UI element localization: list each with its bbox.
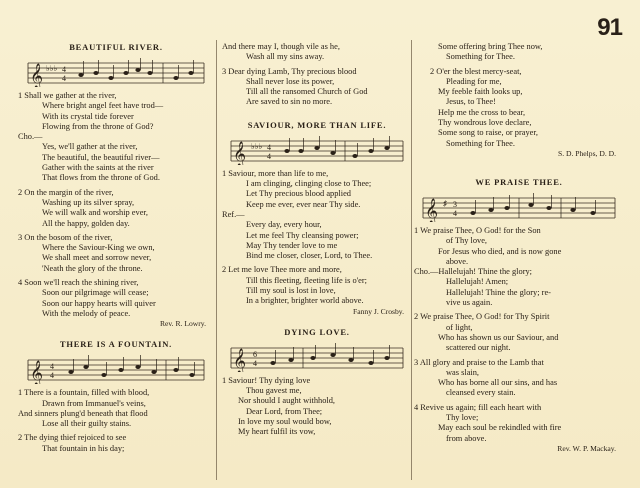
verse-line: of Thy love, <box>446 236 488 246</box>
verse-line: Wash all my sins away. <box>246 52 325 62</box>
chorus-line: That flows from the throne of God. <box>42 173 160 183</box>
column-divider-left <box>216 40 217 480</box>
svg-text:4: 4 <box>453 208 457 218</box>
hymn-title-there-is-a-fountain: THERE IS A FOUNTAIN. <box>59 339 173 350</box>
hymn-author: S. D. Phelps, D. D. <box>557 148 616 158</box>
verse-line: May each soul be rekindled with fire <box>438 423 562 433</box>
svg-text:𝄞: 𝄞 <box>30 360 44 385</box>
chorus-line: Gather with the saints at the river <box>42 163 154 173</box>
verse-line: was slain, <box>446 367 480 377</box>
hymn-title-we-praise-thee: WE PRAISE THEE. <box>475 176 563 187</box>
refrain-line: Let me feel Thy cleansing power; <box>246 230 359 240</box>
verse-line: 4 Soon we'll reach the shining river, <box>18 278 139 288</box>
chorus-line: Cho.—Hallelujah! Thine the glory; <box>414 267 533 277</box>
svg-text:4: 4 <box>267 151 271 161</box>
svg-text:4: 4 <box>50 362 54 372</box>
column-2 <box>222 0 412 437</box>
verse-line: Where bright angel feet have trod— <box>42 101 164 111</box>
hymn-author: Fanny J. Crosby. <box>353 306 404 316</box>
verse-line: 1 Saviour! Thy dying love <box>222 375 311 385</box>
svg-text:♯: ♯ <box>443 198 447 208</box>
refrain-label: Ref.— <box>222 209 245 219</box>
hymn-title-dying-love: DYING LOVE. <box>284 326 350 337</box>
verse-line: Thou gavest me, <box>246 385 302 395</box>
verse-line: Shall never lose its power, <box>246 76 335 86</box>
svg-text:6: 6 <box>253 349 257 359</box>
chorus-line: vive us again. <box>446 298 493 308</box>
chorus-line: Hallelujah! Amen; <box>446 277 509 287</box>
verse-line: of light, <box>446 322 473 332</box>
verse-line: That fountain in his day; <box>42 443 125 453</box>
music-staff-dying-love <box>229 340 405 372</box>
verse-line: All the happy, golden day. <box>42 218 130 228</box>
svg-text:𝄞: 𝄞 <box>30 63 44 87</box>
verse-line: 2 O'er the blest mercy-seat, <box>430 66 522 76</box>
verse-line: With the melody of peace. <box>42 308 131 318</box>
svg-text:4: 4 <box>50 371 54 381</box>
verse-line: Some offering bring Thee now, <box>438 42 543 51</box>
hymn-author: Rev. W. P. Mackay. <box>557 443 616 453</box>
verse-line: Lose all their guilty stains. <box>42 419 132 429</box>
chorus-label: Cho.— <box>18 132 43 142</box>
verse-line: 3 Dear dying Lamb, Thy precious blood <box>222 66 357 76</box>
verse-line: 1 There is a fountain, filled with blood, <box>18 388 150 398</box>
chorus-line: Hallelujah! Thine the glory; re- <box>446 287 551 297</box>
svg-text:4: 4 <box>267 142 271 152</box>
svg-text:3: 3 <box>453 199 457 209</box>
verse-line: Drawn from Immanuel's veins, <box>42 398 146 408</box>
verse-line: Soon our pilgrimage will cease; <box>42 288 149 298</box>
verse-line: from above. <box>446 433 487 443</box>
svg-text:4: 4 <box>62 65 66 74</box>
verse-line: Washing up its silver spray, <box>42 197 135 207</box>
verse-line: 1 We praise Thee, O God! for the Son <box>414 225 541 235</box>
verse-line: My heart fulfil its vow, <box>238 427 316 437</box>
verse-line: 2 Let me love Thee more and more, <box>222 265 342 275</box>
refrain-line: Bind me closer, closer, Lord, to Thee. <box>246 251 373 261</box>
verse-line: Till my soul is lost in love, <box>246 286 336 296</box>
verse-line: 2 We praise Thee, O God! for Thy Spirit <box>414 312 550 322</box>
verse-line: 3 On the bosom of the river, <box>18 232 113 242</box>
verse-line: Who has shown us our Saviour, and <box>438 332 559 342</box>
verse-line: Nor should I aught withhold, <box>238 396 336 406</box>
svg-text:4: 4 <box>62 74 66 83</box>
verse-line: scattered our night. <box>446 343 511 353</box>
verse-line: Are saved to sin no more. <box>246 97 333 107</box>
verse-line: 2 On the margin of the river, <box>18 187 114 197</box>
verse-line: Flowing from the throne of God? <box>42 121 154 131</box>
verse-line: Some song to raise, or prayer, <box>438 128 538 138</box>
page-number: 91 <box>597 14 622 41</box>
verse-line: Keep me ever, ever near Thy side. <box>246 199 361 209</box>
verse-line: Till this fleeting, fleeting life is o'er; <box>246 275 367 285</box>
verse-line: Jesus, to Thee! <box>446 97 496 107</box>
verse-line: For Jesus who died, and is now gone <box>438 246 562 256</box>
verse-line: Where the Saviour-King we own, <box>42 243 155 253</box>
hymn-title-saviour-more-than-life: SAVIOUR, MORE THAN LIFE. <box>247 119 387 130</box>
chorus-line: The beautiful, the beautiful river— <box>42 152 160 162</box>
verse-line: 2 The dying thief rejoiced to see <box>18 433 127 443</box>
chorus-line: Yes, we'll gather at the river, <box>42 142 138 152</box>
verse-line: Who has borne all our sins, and has <box>438 378 558 388</box>
verse-line: Soon our happy hearts will quiver <box>42 298 156 308</box>
svg-text:♭♭♭: ♭♭♭ <box>46 64 58 73</box>
hymn-title-beautiful-river: BEAUTIFUL RIVER. <box>69 42 163 52</box>
verse-line: We will walk and worship ever, <box>42 208 148 218</box>
svg-text:♭♭♭: ♭♭♭ <box>251 141 263 151</box>
verse-line: My feeble faith looks up, <box>438 87 523 97</box>
verse-line: cleansed every stain. <box>446 388 516 398</box>
music-staff-we-praise-thee <box>421 190 617 222</box>
refrain-line: May Thy tender love to me <box>246 240 338 250</box>
verse-line: Thy wondrous love declare, <box>438 118 532 128</box>
verse-line: 1 Shall we gather at the river, <box>18 91 117 100</box>
verse-line: 1 Saviour, more than life to me, <box>222 168 329 178</box>
svg-text:𝄞: 𝄞 <box>425 197 439 222</box>
verse-line: Pleading for me, <box>446 76 502 86</box>
verse-line: And sinners plung'd beneath that flood <box>18 408 148 418</box>
verse-line: With its crystal tide forever <box>42 111 134 121</box>
verse-line: Thy love; <box>446 413 479 423</box>
music-staff-beautiful-river <box>26 55 206 87</box>
refrain-line: Every day, every hour, <box>246 220 322 230</box>
verse-line: Let Thy precious blood applied <box>246 189 351 199</box>
verse-line: Something for Thee. <box>446 52 515 62</box>
verse-line: I am clinging, clinging close to Thee; <box>246 179 372 189</box>
verse-line: above. <box>446 256 469 266</box>
verse-line: We shall meet and sorrow never, <box>42 253 152 263</box>
verse-line: And there may I, though vile as he, <box>222 42 340 51</box>
verse-line: 'Neath the glory of the throne. <box>42 263 143 273</box>
verse-line: 4 Revive us again; fill each heart with <box>414 402 542 412</box>
verse-line: Help me the cross to bear, <box>438 107 526 117</box>
verse-line: In a brighter, brighter world above. <box>246 296 364 306</box>
verse-line: Something for Thee. <box>446 138 515 148</box>
hymn-author: Rev. R. Lowry. <box>159 319 206 329</box>
verse-line: Till all the ransomed Church of God <box>246 87 368 97</box>
verse-line: In love my soul would bow, <box>238 416 332 426</box>
music-staff-saviour-more-than-life <box>229 133 405 165</box>
column-1 <box>18 0 214 454</box>
verse-line: 3 All glory and praise to the Lamb that <box>414 357 544 367</box>
svg-text:𝄞: 𝄞 <box>233 347 247 372</box>
svg-text:𝄞: 𝄞 <box>233 140 247 165</box>
svg-text:4: 4 <box>253 358 257 368</box>
verse-line: Dear Lord, from Thee; <box>246 406 323 416</box>
column-3 <box>414 0 624 454</box>
music-staff-there-is-a-fountain <box>26 352 206 384</box>
